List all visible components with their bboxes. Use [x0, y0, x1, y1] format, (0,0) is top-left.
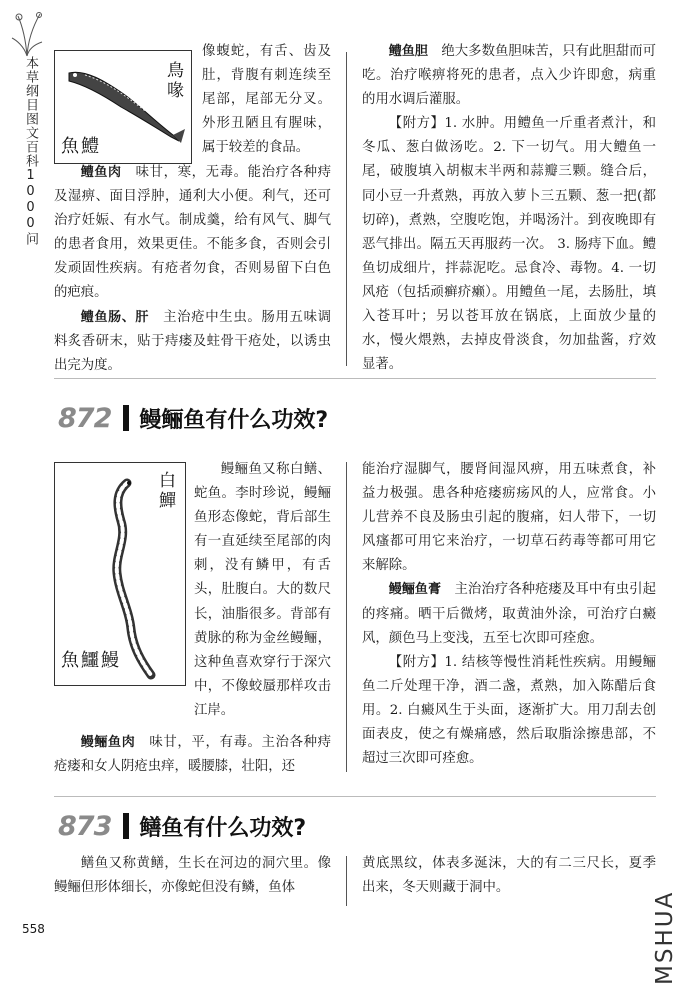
- question-872-heading: [58, 398, 328, 438]
- question-873-heading: [58, 806, 306, 846]
- book-title: 本草纲目图文百科1000问: [23, 56, 38, 246]
- top-left-column-main: [54, 161, 331, 378]
- heading-bar: [123, 405, 129, 431]
- top-left-column: [54, 40, 331, 160]
- question-title: 鳗鲡鱼有什么功效?: [139, 407, 329, 433]
- fig1-label-top: 鳥喙: [167, 61, 184, 101]
- text-eel-meat: 味甘，平，有毒。主治各种痔疮瘘和女人阴疮虫痒，暖腰膝，壮阳，还: [54, 735, 332, 775]
- mid-left-p1: 鳗鲡鱼又称白鳝、蛇鱼。李时珍说，鳗鲡鱼形态像蛇，背后部生有一直延续至尾部的肉刺，没有鳞甲，有舌头，肚腹白。大的数尺长，油脂很多。背部有黄脉的称为金丝鳗鲡，这种鱼喜欢穿行于深穴中，不像蛟蜃那样攻击江岸。: [194, 462, 331, 718]
- heading-eel-meat: 鳗鲡鱼肉: [80, 735, 136, 750]
- mid-right-column: [362, 458, 656, 771]
- mid-left-p2: [54, 731, 331, 779]
- fig1-label-bottom: 魚鱧: [61, 136, 101, 157]
- fig2-label-bottom: 魚鱷鰻: [61, 650, 121, 671]
- text-fish-intestine-liver: 主治疮中生虫。肠用五味调料炙香研末，贴于痔瘘及蛀骨干疮处，以诱虫出完为度。: [54, 309, 332, 373]
- question-number: 873: [58, 810, 112, 842]
- bottom-right-p1: 黄底黑纹，体表多涎沫，大的有二三尺长，夏季出来，冬天则藏于洞中。: [362, 856, 656, 896]
- heading-bar: [123, 813, 129, 839]
- top-left-p1: 像蝮蛇，有舌、齿及肚，背腹有刺连续至尾部，尾部无分叉。外形丑陋且有腥味，属于较差的食品。: [202, 44, 331, 156]
- column-divider-top: [346, 52, 347, 366]
- heading-fish-meat: 鳢鱼肉: [80, 165, 122, 180]
- mid-right-p1: 能治疗湿脚气，腰肾间湿风痹，用五味煮食，补益力极强。患各种疮瘘疬疡风的人，应常食。小儿营养不良及肠虫引起的腹痛，妇人带下，一切风瘙都可用它来治疗，一切草石药毒等都可用它来解除。: [362, 462, 656, 574]
- heading-fish-intestine-liver: 鳢鱼肠、肝: [80, 309, 150, 325]
- mid-left-column: [54, 458, 331, 723]
- mid-right-p2: [362, 578, 656, 650]
- mid-left-column-main: [54, 731, 331, 779]
- top-right-column: [362, 40, 656, 377]
- bottom-left-column: [54, 852, 331, 900]
- text-eel-oil: 主治治疗各种疮瘘及耳中有虫引起的疼痛。晒干后微烤，取黄油外涂，可治疗白癜风，颜色马上变浅，五至七次即可痊愈。: [362, 582, 657, 646]
- top-right-p2: 【附方】1. 水肿。用鳢鱼一斤重者煮汁，和冬瓜、葱白做汤吃。2. 下一切气。用大鳢鱼一尾，破腹填入胡椒末半两和蒜瓣三颗。缝合后，同小豆一升煮熟，再放入萝卜三五颗、葱一把(都切碎)，煮熟，空腹吃饱，并喝汤汁。到夜晚即有恶气排出。隔五天再服药一次。 3. 肠痔下血。鳢鱼切成细片，拌蒜泥吃。忌食冷、毒物。4. 一切风疮（包括顽癣疥癞）。用鳢鱼一尾，去肠肚，填入苍耳叶；另以苍耳放在锅底，上面放少量的水，慢火煨熟，去掉皮骨淡食，勿加盐酱，疗效显著。: [362, 116, 656, 373]
- question-title: 鳝鱼有什么功效?: [139, 815, 307, 841]
- bottom-right-column: [362, 852, 656, 900]
- text-fish-gall: 绝大多数鱼胆味苦，只有此胆甜而可吃。治疗喉痹将死的患者，点入少许即愈，病重的用水调后灌服。: [362, 44, 656, 108]
- section-rule-1: [54, 378, 656, 379]
- mid-right-p3: 【附方】1. 结核等慢性消耗性疾病。用鳗鲡鱼二斤处理干净，酒二盏，煮熟，加入陈醋后食用。2. 白癜风生于头面，逐渐扩大。用刀刮去创面表皮，使之有燥痛感，然后取脂涂擦患部，不超过三次即可痊愈。: [362, 654, 656, 767]
- section-rule-2: [54, 796, 656, 797]
- top-right-p1: [362, 40, 656, 112]
- watermark: MSHUA: [652, 890, 678, 986]
- mid-left-column-tail: [30, 707, 331, 731]
- text-fish-meat: 味甘，寒，无毒。能治疗各种痔及湿痹、面目浮肿，通利大小便。利气，还可治疗妊娠、有水气。制成羹，给有风气、脚气的患者食用，效果更佳。不能多食，否则会引发顽固性疾病。有疮者勿食，否则易留下白色的疤痕。: [54, 165, 331, 301]
- top-left-p3: [54, 306, 331, 378]
- top-left-p2: [54, 161, 331, 306]
- question-number: 872: [58, 402, 112, 434]
- column-divider-mid: [346, 462, 347, 772]
- heading-eel-oil: 鳗鲡鱼膏: [388, 582, 441, 598]
- page-number: 558: [22, 922, 45, 936]
- bottom-left-p1: 鳝鱼又称黄鳝，生长在河边的洞穴里。像鳗鲡但形体细长，亦像蛇但没有鳞，鱼体: [54, 856, 331, 896]
- fig2-label-top: 白鱓: [159, 471, 176, 511]
- heading-fish-gall: 鳢鱼胆: [388, 44, 428, 59]
- orchid-sketch-icon: [10, 8, 44, 58]
- column-divider-bottom: [346, 856, 347, 906]
